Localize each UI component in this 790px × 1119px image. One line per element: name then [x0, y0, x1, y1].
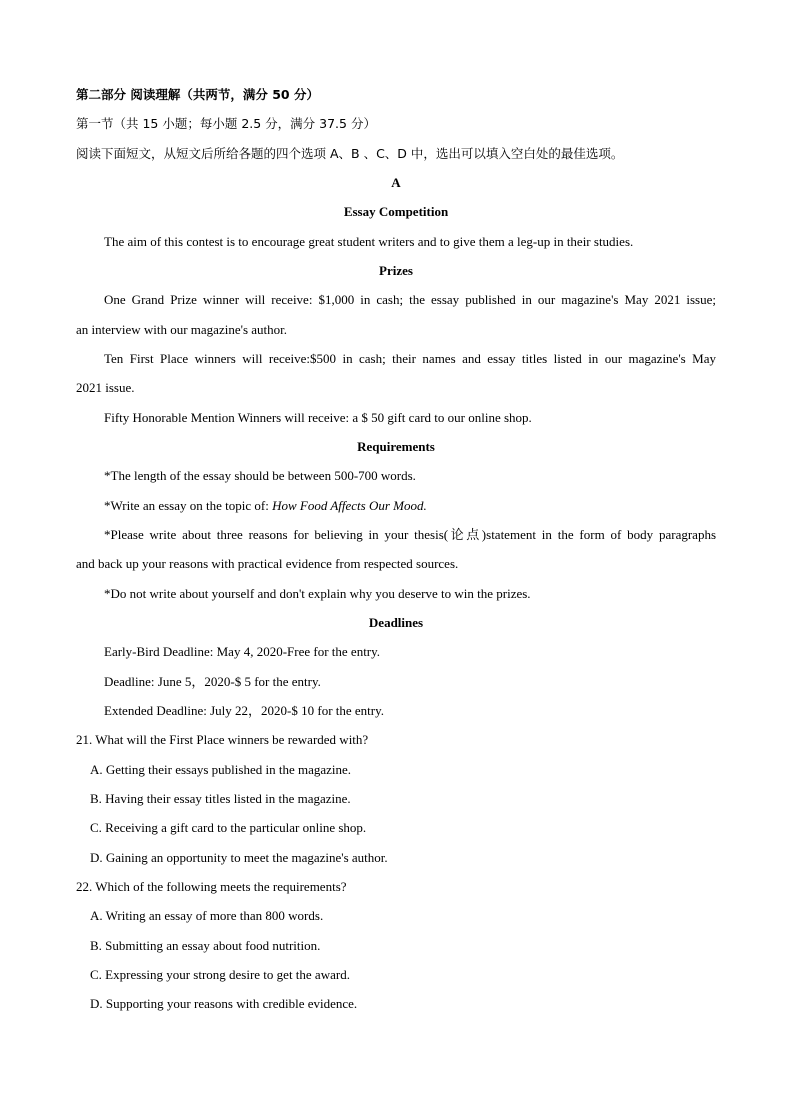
question-21-stem: 21. What will the First Place winners be rewarded with?: [76, 732, 369, 747]
requirement-no-self: *Do not write about yourself and don't explain why you deserve to win the prizes.: [104, 586, 531, 601]
question-21-option-a: A. Getting their essays published in the magazine.: [90, 762, 352, 777]
requirement-topic-title: How Food Affects Our Mood.: [272, 498, 427, 513]
question-21-option-c: C. Receiving a gift card to the particular online shop.: [90, 820, 367, 835]
section-heading: 第一节（共 15 小题；每小题 2.5 分，满分 37.5 分）: [76, 116, 376, 131]
requirements-heading: Requirements: [357, 439, 435, 454]
first-place-line-1: Ten First Place winners will receive:$500 in cash; their names and essay titles listed in our magazine's May: [104, 351, 716, 366]
question-22-option-c: C. Expressing your strong desire to get the award.: [90, 967, 350, 982]
deadline-regular: Deadline: June 5，2020-$ 5 for the entry.: [104, 674, 321, 689]
requirement-topic-prefix: *Write an essay on the topic of:: [104, 498, 273, 513]
question-22-option-b: B. Submitting an essay about food nutrition.: [90, 938, 321, 953]
passage-label: A: [391, 175, 401, 190]
deadline-early-bird: Early-Bird Deadline: May 4, 2020-Free for the entry.: [104, 644, 381, 659]
first-place-line-2: 2021 issue.: [76, 380, 135, 395]
question-21-option-b: B. Having their essay titles listed in the magazine.: [90, 791, 351, 806]
grand-prize-line-1: One Grand Prize winner will receive: $1,000 in cash; the essay published in our magazine's May 2021 issue;: [104, 292, 716, 307]
deadline-extended: Extended Deadline: July 22，2020-$ 10 for the entry.: [104, 703, 385, 718]
grand-prize-line-2: an interview with our magazine's author.: [76, 322, 288, 337]
requirement-reasons-line-1: *Please write about three reasons for believing in your thesis(论点)statement in the form of body paragraphs: [104, 527, 716, 542]
question-22-option-d: D. Supporting your reasons with credible evidence.: [90, 996, 358, 1011]
part-heading: 第二部分 阅读理解（共两节，满分 50 分）: [76, 87, 319, 102]
honorable-mention: Fifty Honorable Mention Winners will receive: a $ 50 gift card to our online shop.: [104, 410, 532, 425]
requirement-reasons-line-2: and back up your reasons with practical evidence from respected sources.: [76, 556, 459, 571]
instructions: 阅读下面短文，从短文后所给各题的四个选项 A、B 、C、D 中，选出可以填入空白处的最佳选项。: [76, 146, 624, 161]
deadlines-heading: Deadlines: [368, 615, 424, 630]
requirement-topic: [104, 498, 716, 514]
question-22-option-a: A. Writing an essay of more than 800 words.: [90, 908, 324, 923]
prizes-heading: Prizes: [379, 263, 413, 278]
question-21-option-d: D. Gaining an opportunity to meet the magazine's author.: [90, 850, 388, 865]
passage-title: Essay Competition: [343, 204, 449, 219]
requirement-length: *The length of the essay should be between 500-700 words.: [104, 468, 416, 483]
passage-intro: The aim of this contest is to encourage great student writers and to give them a leg-up in their studies.: [104, 234, 634, 249]
question-22-stem: 22. Which of the following meets the requirements?: [76, 879, 347, 894]
